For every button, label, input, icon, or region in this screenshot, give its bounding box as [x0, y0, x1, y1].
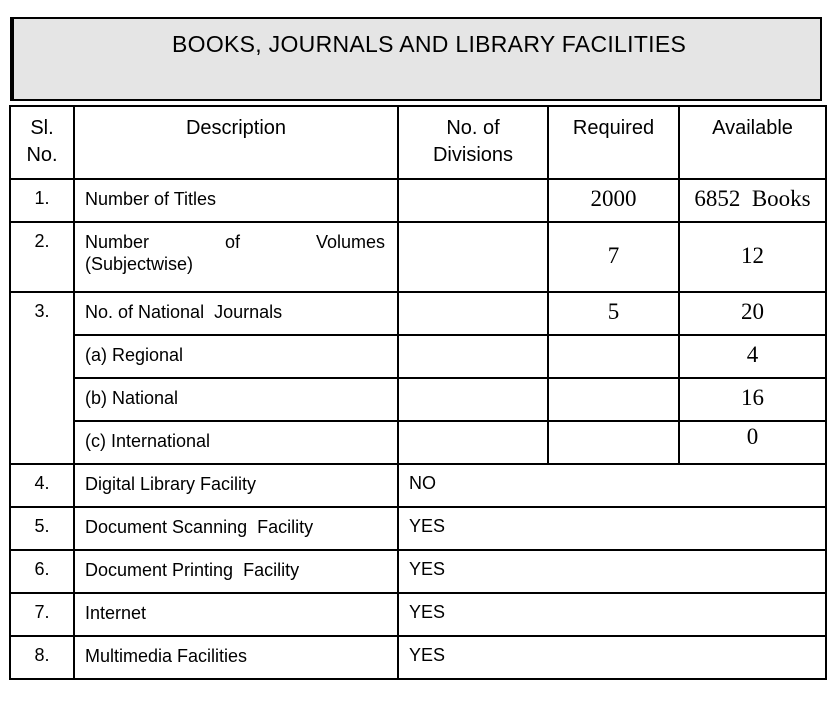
header-divisions — [398, 106, 548, 179]
header-sl — [10, 106, 74, 179]
header-sl-line2: No. — [26, 144, 58, 166]
header-divisions-line2: Divisions — [432, 144, 514, 166]
cell-value: NO — [398, 464, 826, 507]
cell-value: YES — [398, 593, 826, 636]
cell-sl: 6. — [10, 550, 74, 593]
table-row — [10, 550, 826, 593]
cell-required: 2000 — [548, 179, 679, 222]
cell-description: Document Printing Facility — [74, 550, 398, 593]
cell-sl: 4. — [10, 464, 74, 507]
cell-description: Document Scanning Facility — [74, 507, 398, 550]
cell-divisions — [398, 335, 548, 378]
cell-required: 5 — [548, 292, 679, 335]
cell-divisions — [398, 378, 548, 421]
table-row — [10, 636, 826, 679]
cell-description: Digital Library Facility — [74, 464, 398, 507]
header-available-label: Available — [712, 117, 793, 139]
cell-required — [548, 421, 679, 464]
header-available — [679, 106, 826, 179]
cell-available: 12 — [679, 222, 826, 292]
header-row — [10, 106, 826, 179]
description-line-2: (Subjectwise) — [85, 254, 194, 274]
cell-sl: 8. — [10, 636, 74, 679]
cell-available: 4 — [679, 335, 826, 378]
description-word: Volumes — [315, 232, 385, 252]
cell-divisions — [398, 292, 548, 335]
table-row — [10, 179, 826, 222]
description-line-1 — [85, 231, 385, 253]
cell-required — [548, 335, 679, 378]
header-description — [74, 106, 398, 179]
description-word: of — [224, 232, 240, 252]
table-row — [10, 222, 826, 292]
header-sl-line1: Sl. — [30, 117, 54, 139]
header-required-label: Required — [572, 117, 655, 139]
cell-sl: 5. — [10, 507, 74, 550]
table-row — [10, 292, 826, 335]
cell-description: Internet — [74, 593, 398, 636]
cell-description: (c) International — [74, 421, 398, 464]
facilities-table — [9, 105, 827, 680]
cell-value: YES — [398, 636, 826, 679]
title-banner — [10, 17, 822, 101]
table-row — [10, 593, 826, 636]
description-word: Number — [85, 232, 150, 252]
header-divisions-line1: No. of — [446, 117, 500, 139]
table-row — [10, 464, 826, 507]
cell-description: (a) Regional — [74, 335, 398, 378]
cell-available: 0 — [679, 421, 826, 464]
cell-value: YES — [398, 507, 826, 550]
cell-description: Number of Titles — [74, 179, 398, 222]
cell-available: 20 — [679, 292, 826, 335]
header-required — [548, 106, 679, 179]
cell-divisions — [398, 421, 548, 464]
cell-value: YES — [398, 550, 826, 593]
cell-description: No. of National Journals — [74, 292, 398, 335]
cell-available: 6852 Books — [679, 179, 826, 222]
table-row — [10, 421, 826, 464]
header-description-label: Description — [185, 117, 287, 139]
cell-sl: 1. — [10, 179, 74, 222]
cell-required: 7 — [548, 222, 679, 292]
cell-sl: 7. — [10, 593, 74, 636]
table-row — [10, 507, 826, 550]
cell-description: (b) National — [74, 378, 398, 421]
table-row — [10, 378, 826, 421]
cell-sl: 2. — [10, 222, 74, 292]
cell-sl: 3. — [10, 292, 74, 464]
table-row — [10, 335, 826, 378]
cell-description — [74, 222, 398, 292]
cell-divisions — [398, 179, 548, 222]
page-title: BOOKS, JOURNALS AND LIBRARY FACILITIES — [172, 31, 687, 57]
cell-divisions — [398, 222, 548, 292]
cell-description: Multimedia Facilities — [74, 636, 398, 679]
cell-required — [548, 378, 679, 421]
cell-available: 16 — [679, 378, 826, 421]
